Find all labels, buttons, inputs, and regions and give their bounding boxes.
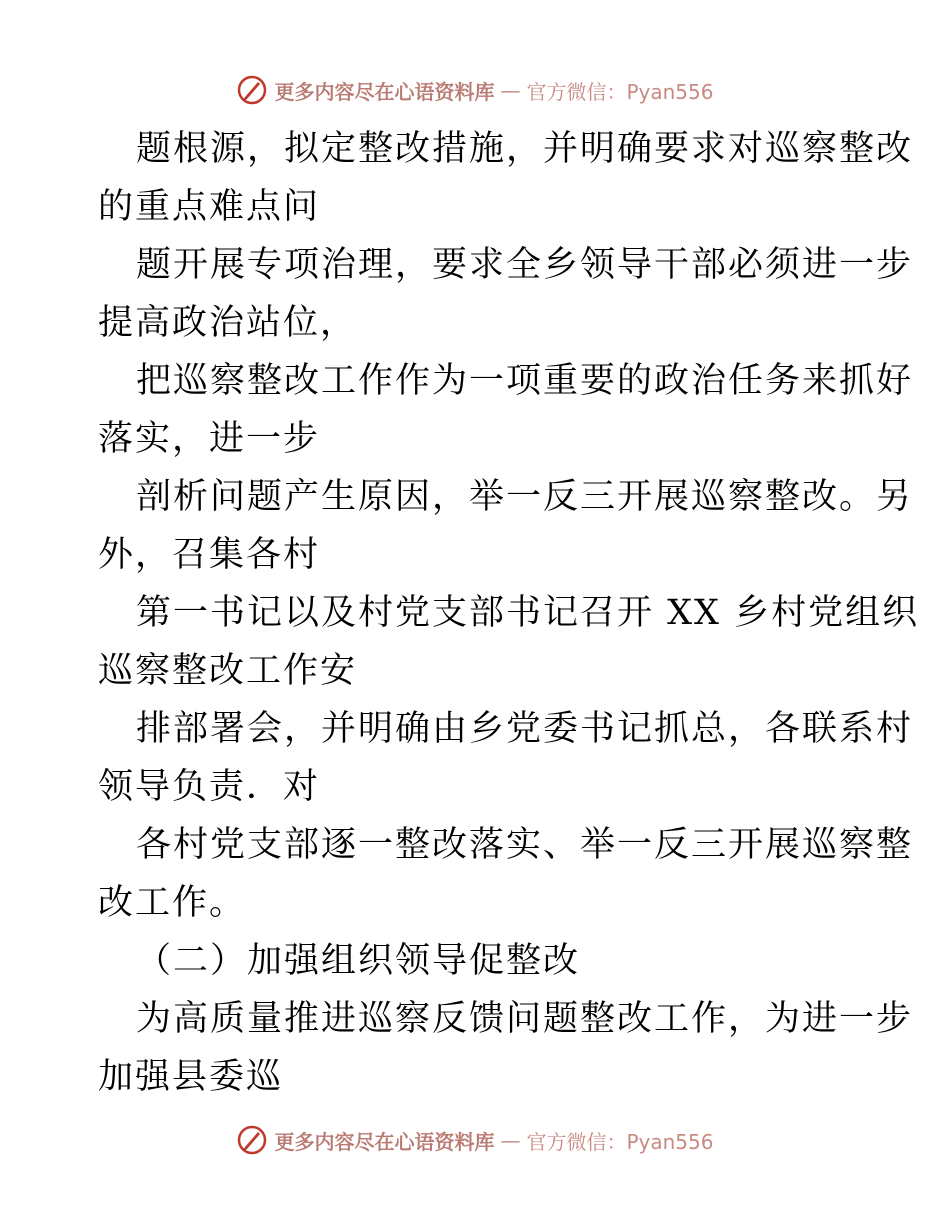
body-line: 加强县委巡 <box>98 1057 284 1097</box>
body-line: 第一书记以及村党支部书记召开 XX 乡村党组织 <box>136 593 920 633</box>
watermark-separator: — <box>500 78 521 102</box>
watermark-text: 更多内容尽在心语资料库 <box>274 1129 495 1154</box>
body-line: 落实，进一步 <box>98 419 321 459</box>
watermark-text: 更多内容尽在心语资料库 <box>274 79 495 104</box>
body-line: 排部署会，并明确由乡党委书记抓总，各联系村 <box>136 709 914 749</box>
body-line: 题开展专项治理，要求全乡领导干部必须进一步 <box>136 245 914 285</box>
body-line: 改工作。 <box>98 883 247 923</box>
footer-watermark <box>0 1120 950 1160</box>
body-line: 题根源，拟定整改措施，并明确要求对巡察整改 <box>136 129 914 169</box>
quill-logo-icon <box>236 1124 268 1156</box>
section-heading: （二）加强组织领导促整改 <box>136 941 581 981</box>
quill-logo-icon <box>236 74 268 106</box>
watermark-contact: 官方微信：Pyan556 <box>526 1129 714 1154</box>
body-line: 提高政治站位， <box>98 303 358 343</box>
body-line: 把巡察整改工作作为一项重要的政治任务来抓好 <box>136 361 914 401</box>
body-line: 领导负责．对 <box>98 767 321 807</box>
body-line: 的重点难点问 <box>98 187 321 227</box>
body-line: 剖析问题产生原因，举一反三开展巡察整改。另 <box>136 477 914 517</box>
watermark-separator: — <box>500 1128 521 1152</box>
document-body <box>98 120 920 1106</box>
body-line: 外，召集各村 <box>98 535 321 575</box>
header-watermark <box>0 70 950 110</box>
body-line: 各村党支部逐一整改落实、举一反三开展巡察整 <box>136 825 914 865</box>
body-line: 为高质量推进巡察反馈问题整改工作，为进一步 <box>136 999 914 1039</box>
watermark-contact: 官方微信：Pyan556 <box>526 79 714 104</box>
body-line: 巡察整改工作安 <box>98 651 358 691</box>
